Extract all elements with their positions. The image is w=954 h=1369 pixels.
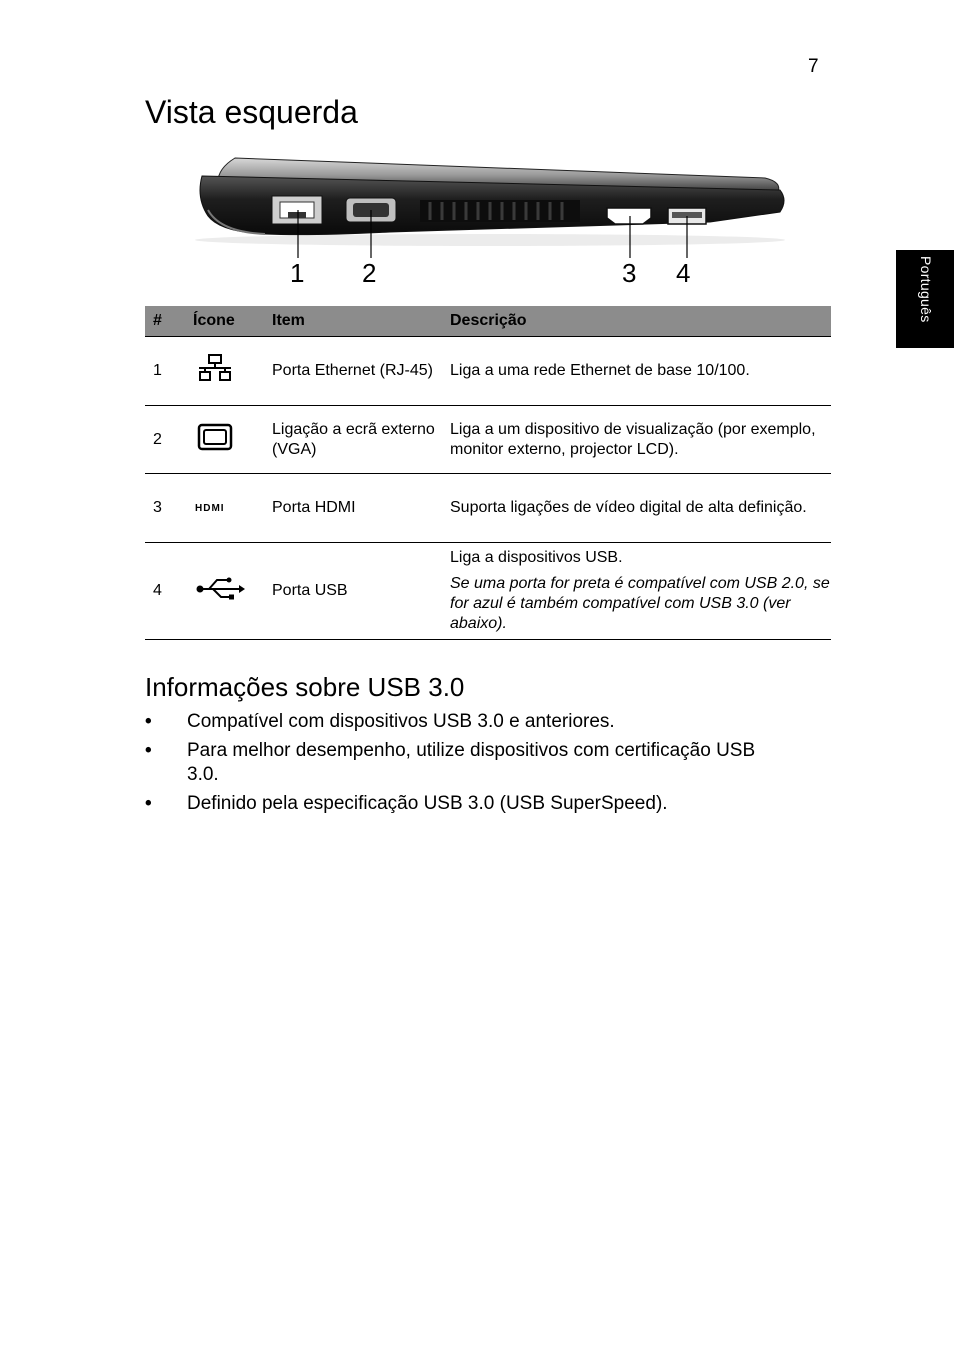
section-title: Informações sobre USB 3.0 xyxy=(145,672,465,702)
header-description: Descrição xyxy=(442,306,831,337)
list-item: • Definido pela especificação USB 3.0 (USB SuperSpeed). xyxy=(145,793,668,814)
page-number: 7 xyxy=(808,56,819,77)
row-description: Suporta ligações de vídeo digital de alta definição. xyxy=(442,474,831,543)
row-number: 1 xyxy=(145,337,185,406)
header-icon: Ícone xyxy=(185,306,264,337)
laptop-shadow xyxy=(195,234,785,246)
callout-1: 1 xyxy=(290,258,305,288)
table-row xyxy=(145,474,831,543)
row-description-note: Se uma porta for preta é compatível com USB 2.0, se for azul é também compatível com USB 3.0 (ver abaixo). xyxy=(450,575,830,632)
vent xyxy=(420,200,580,222)
row-item: Porta USB xyxy=(264,543,442,640)
page-title: Vista esquerda xyxy=(145,94,358,130)
hdmi-icon: HDMI xyxy=(195,503,225,514)
row-description-text: Liga a dispositivos USB. xyxy=(450,549,623,566)
header-number: # xyxy=(145,306,185,337)
row-item: Ligação a ecrã externo (VGA) xyxy=(264,406,442,474)
row-item: Porta Ethernet (RJ-45) xyxy=(264,337,442,406)
bullet-icon: • xyxy=(145,793,152,814)
row-item: Porta HDMI xyxy=(264,474,442,543)
callout-3: 3 xyxy=(622,258,637,288)
usb-icon xyxy=(195,575,245,601)
header-item: Item xyxy=(264,306,442,337)
row-description: Liga a um dispositivo de visualização (por exemplo, monitor externo, projector LCD). xyxy=(442,406,831,474)
list-item: • Para melhor desempenho, utilize dispositivos com certificação USB 3.0. xyxy=(145,740,756,785)
language-tab xyxy=(896,250,954,348)
row-description xyxy=(442,543,831,640)
callout-4: 4 xyxy=(676,258,691,288)
row-number: 3 xyxy=(145,474,185,543)
vga-icon xyxy=(195,422,235,452)
usb-info-list xyxy=(145,710,785,821)
hdmi-port xyxy=(607,208,651,224)
callout-2: 2 xyxy=(362,258,377,288)
table-row xyxy=(145,543,831,640)
table-row xyxy=(145,337,831,406)
list-item: • Compatível com dispositivos USB 3.0 e anteriores. xyxy=(145,711,615,732)
table-header-row xyxy=(145,306,831,337)
row-number: 2 xyxy=(145,406,185,474)
language-tab-label: Português xyxy=(918,256,934,323)
row-description: Liga a uma rede Ethernet de base 10/100. xyxy=(442,337,831,406)
row-number: 4 xyxy=(145,543,185,640)
bullet-icon: • xyxy=(145,711,152,732)
bullet-icon: • xyxy=(145,740,152,761)
ethernet-icon xyxy=(195,353,235,383)
table-row xyxy=(145,406,831,474)
laptop-left-side-illustration xyxy=(190,150,790,290)
ports-table xyxy=(145,306,831,640)
